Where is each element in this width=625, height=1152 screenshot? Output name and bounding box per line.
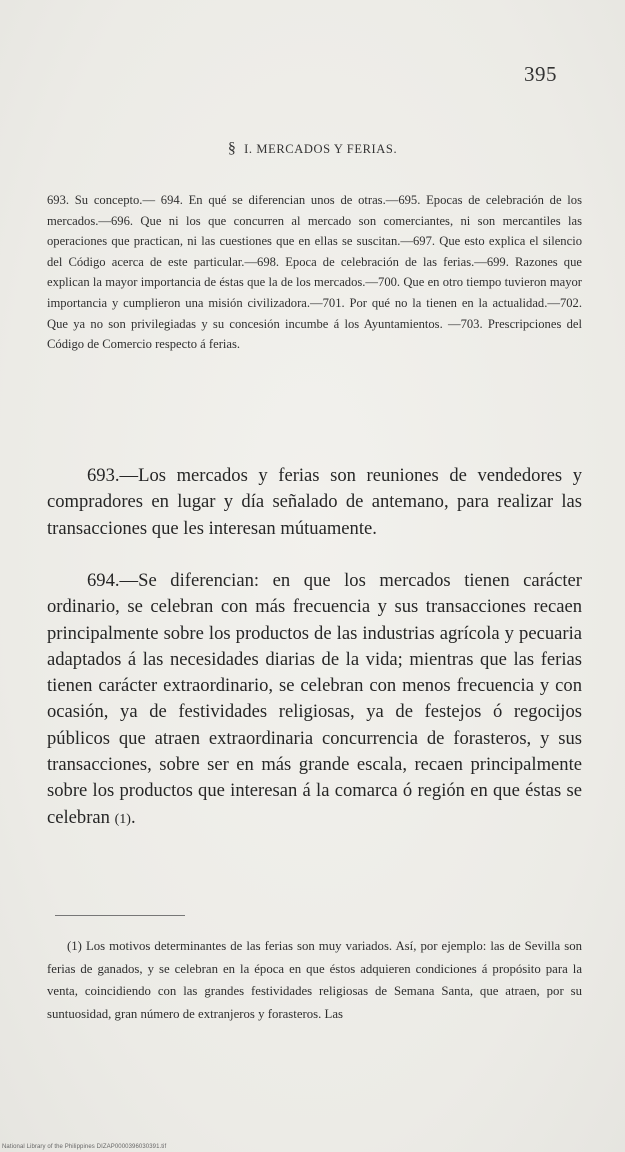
paragraph-body: 694.—Se diferencian: en que los mercados tienen carácter ordinario, se celebran con más frecuencia y sus transacciones recaen principalmente sobre los productos de las industrias agrícola y pecuaria adaptados á las necesidades diarias de la vida; mientras que las ferias tienen carácter extraordinario, se celebran con menos frecuencia y con ocasión, ya de festividades religiosas, ya de festejos ó regocijos públicos que atraen extraordinaria concurrencia de forasteros, y sus transacciones, sobre ser en más grande escala, recaen principalmente sobre los productos que interesan á la comarca ó región en que éstas se celebran xyxy=(47,570,582,828)
footnote-marker: (1) xyxy=(67,939,82,953)
section-summary xyxy=(47,190,582,355)
scan-credit: National Library of the Philippines DIZAP0000396030391.tif xyxy=(2,1144,167,1150)
section-heading xyxy=(0,140,625,158)
section-title: I. MERCADOS Y FERIAS. xyxy=(244,142,398,156)
paragraph-end: . xyxy=(130,806,136,828)
paragraph-694 xyxy=(47,568,582,833)
footnote-reference[interactable]: (1) xyxy=(114,811,131,827)
section-symbol: § xyxy=(227,140,237,157)
footnote-divider xyxy=(55,915,185,916)
page-number: 395 xyxy=(524,62,557,86)
footnote-text xyxy=(47,935,582,1025)
footnote-body: Los motivos determinantes de las ferias son muy variados. Así, por ejemplo: las de Sevilla son ferias de ganados, y se celebran en la época en que éstos adquieren condiciones á propósito para la venta, coincidiendo con las grandes festividades religiosas de Semana Santa, que atraen, por su suntuosidad, gran número de extranjeros y forasteros. Las xyxy=(47,939,582,1021)
summary-text: 693. Su concepto.— 694. En qué se diferencian unos de otras.—695. Epocas de celebración de los mercados.—696. Que ni los que concurren al mercado son comerciantes, ni son mercantiles las operaciones que practican, ni las cuestiones que en ellas se suscitan.—697. Que esto explica el silencio del Código acerca de este particular.—698. Epoca de celebración de las ferias.—699. Razones que explican la mayor importancia de éstas que la de los mercados.—700. Que en otro tiempo tuvieron mayor importancia y cumplieron una misión civilizadora.—701. Por qué no la tienen en la actualidad.—702. Que ya no son privilegiadas y su concesión incumbe á los Ayuntamientos. —703. Prescripciones del Código de Comercio respecto á ferias. xyxy=(47,193,582,352)
footnote xyxy=(47,935,582,1025)
paragraph-text: 693.—Los mercados y ferias son reuniones de vendedores y compradores en lugar y día señalado de antemano, para realizar las transacciones que les interesan mútuamente. xyxy=(47,465,582,539)
paragraph-text xyxy=(47,568,582,833)
paragraph-693 xyxy=(47,463,582,542)
